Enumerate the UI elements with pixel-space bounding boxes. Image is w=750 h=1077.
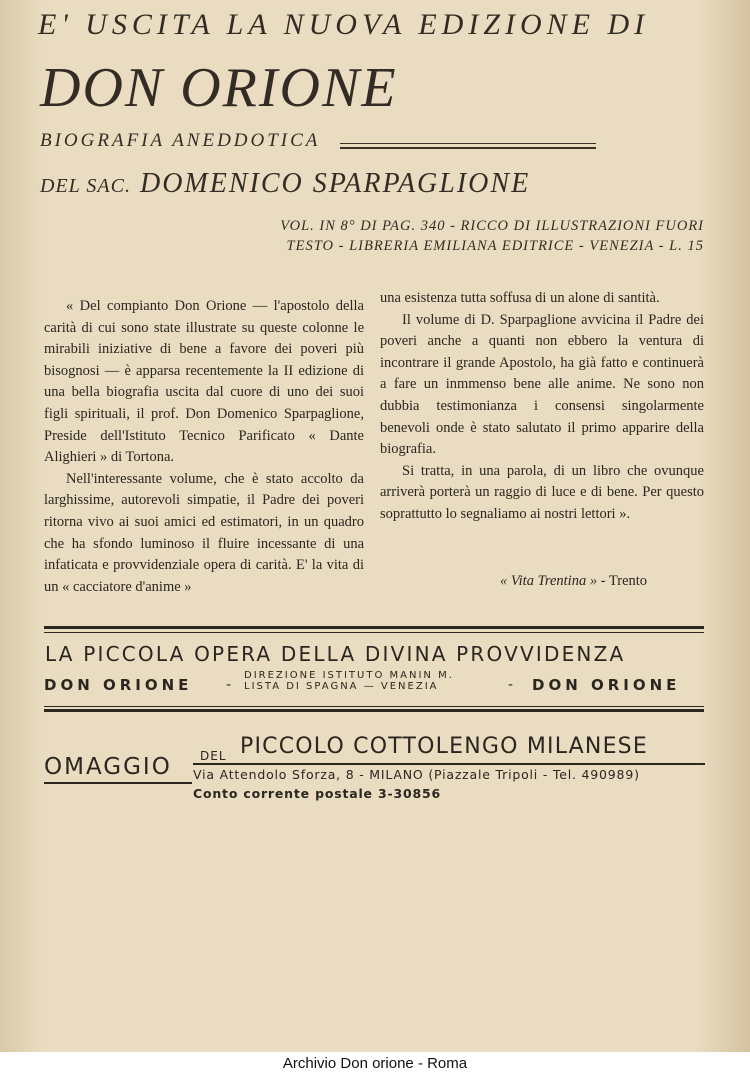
separator-dash: -: [226, 677, 232, 693]
separator-dash: -: [508, 677, 514, 693]
article-column-right: [380, 288, 704, 526]
article-paragraph: Si tratta, in una parola, di un libro che ovunque arriverà porterà un raggio di luce e di bene. Per questo soprattutto lo segnaliamo ai nostri lettori ».: [380, 462, 704, 522]
archive-credit: Archivio Don orione - Roma: [282, 1055, 468, 1072]
book-title: DON ORIONE: [40, 57, 398, 119]
box-bottom-rule-thin: [44, 706, 704, 707]
direzione-line: DIREZIONE ISTITUTO MANIN M.: [244, 670, 454, 681]
address-line: Via Attendolo Sforza, 8 - MILANO (Piazzale Tripoli - Tel. 490989): [193, 767, 640, 782]
omaggio-underline: [44, 782, 192, 784]
article-paragraph: « Del compianto Don Orione — l'apostolo della carità di cui sono state illustrate su queste colonne le mirabili iniziative di bene a favore dei poveri più bisognosi — è apparsa recentemente la II edizione di una bella biografia uscita dal cuore di uno dei suoi figli spirituali, il prof. Don Domenico Sparpaglione, Preside dell'Istituto Tecnico Parificato « Dante Alighieri » di Tortona.: [44, 298, 364, 466]
subtitle-rule: [340, 143, 596, 144]
del-label: DEL: [200, 749, 227, 763]
author-line: [40, 168, 530, 200]
box-top-rule: [44, 626, 704, 629]
opera-heading: LA PICCOLA OPERA DELLA DIVINA PROVVIDENZA: [45, 642, 626, 666]
volume-info-line-1: VOL. IN 8° DI PAG. 340 - RICCO DI ILLUSTRAZIONI FUORI: [280, 218, 704, 234]
don-orione-left: DON ORIONE: [44, 676, 193, 694]
lista-line: LISTA DI SPAGNA — VENEZIA: [244, 681, 439, 692]
article-paragraph: Nell'interessante volume, che è stato accolto da larghissime, autorevoli simpatie, il Padre dei poveri ritorna vivo ai suoi amici ed estimatori, in un quadro che ha sfondo luminoso il fluire incessante di una infaticata e provvidenziale opera di carità. E' la vita di un « cacciatore d'anime »: [44, 470, 364, 595]
subtitle-rule-thick: [340, 147, 596, 149]
volume-info: [228, 216, 704, 256]
article-source: [500, 573, 647, 590]
source-city: - Trento: [600, 573, 648, 589]
announcement-line: E' USCITA LA NUOVA EDIZIONE DI: [38, 8, 650, 41]
book-subtitle: BIOGRAFIA ANEDDOTICA: [40, 130, 321, 151]
omaggio-label: OMAGGIO: [44, 754, 172, 780]
postal-account: Conto corrente postale 3-30856: [193, 786, 441, 801]
box-bottom-rule: [44, 709, 704, 712]
article-column-left: [44, 296, 364, 598]
don-orione-right: DON ORIONE: [532, 676, 681, 694]
article-paragraph: Il volume di D. Sparpaglione avvicina il Padre dei poveri anche a quanti non ebbero la ventura di incontrare il grande Apostolo, ha già fatto e continuerà a fare un inmmenso bene alle anime. Ne sono non dubbia testimonianza i consensi singolarmente benevoli onde è stato salutato il primo apparire della biografia.: [380, 311, 704, 458]
cottolengo-name: PICCOLO COTTOLENGO MILANESE: [240, 734, 648, 759]
source-name: « Vita Trentina »: [500, 573, 598, 589]
author-name: DOMENICO SPARPAGLIONE: [139, 168, 531, 199]
author-prefix: DEL SAC.: [40, 175, 131, 197]
box-top-rule-thin: [44, 632, 704, 633]
cottolengo-underline: [193, 763, 705, 765]
volume-info-line-2: TESTO - LIBRERIA EMILIANA EDITRICE - VENEZIA - L. 15: [286, 238, 704, 254]
article-paragraph: una esistenza tutta soffusa di un alone di santità.: [380, 290, 660, 306]
